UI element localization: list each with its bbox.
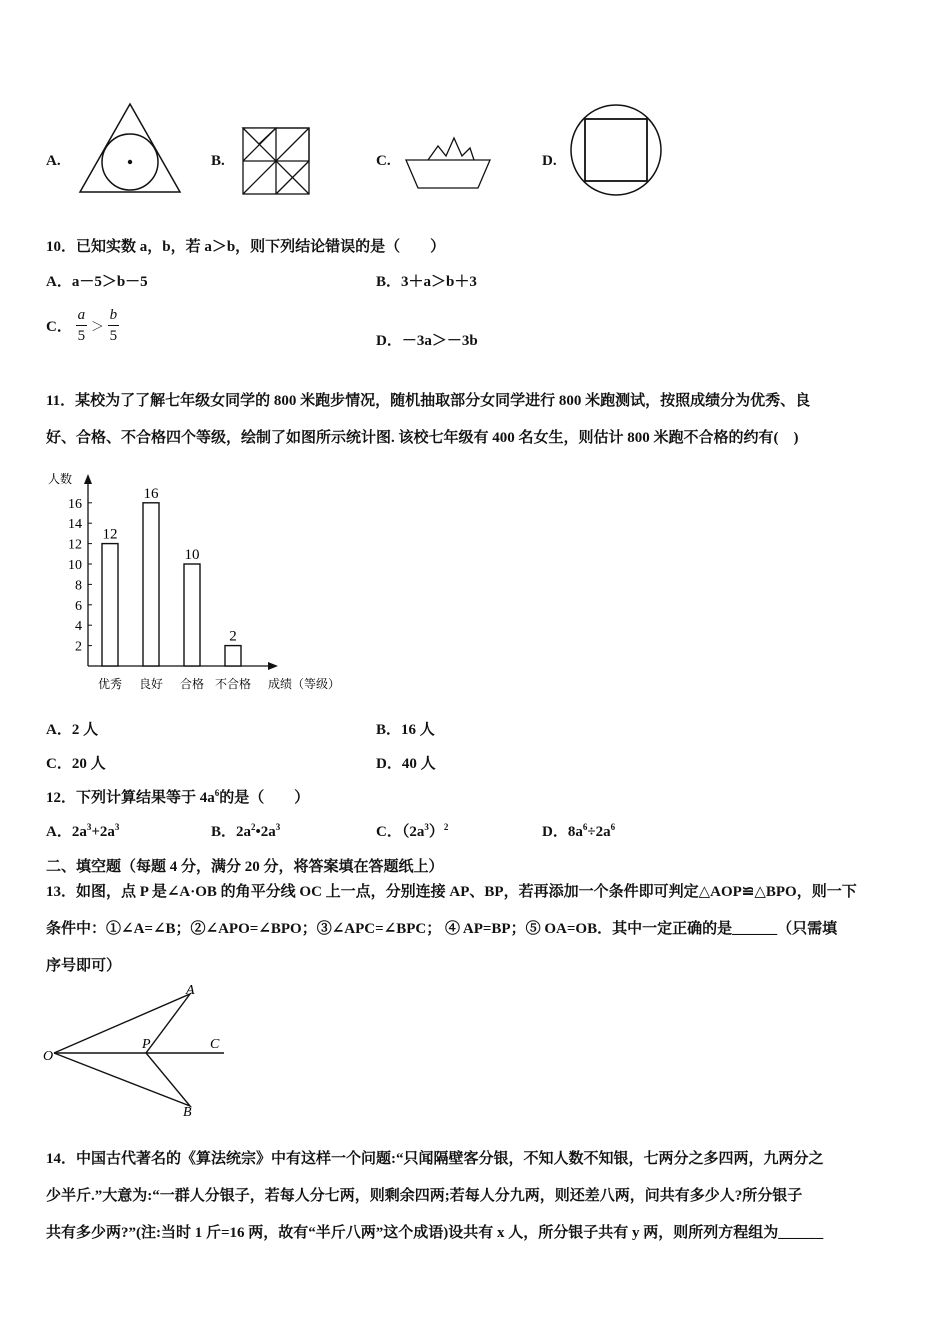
q14-line-1: 14．中国古代著名的《算法统宗》中有这样一个问题:“只闻隔壁客分银，不知人数不知银，七两分之多四两，九两分之 bbox=[46, 1151, 824, 1167]
q11-option-c: C．20 人 bbox=[46, 756, 106, 772]
q10-option-b: B．3＋a＞b＋3 bbox=[376, 274, 477, 290]
label-c: C bbox=[210, 1037, 220, 1052]
expr-part: •2a bbox=[255, 824, 276, 840]
bar-value-label: 12 bbox=[102, 526, 118, 543]
bar-2 bbox=[143, 503, 159, 666]
y-tick-label: 12 bbox=[68, 537, 82, 553]
q12-stem bbox=[46, 786, 309, 807]
fraction-denominator: 5 bbox=[109, 328, 118, 344]
bar-1 bbox=[102, 544, 118, 666]
superscript: 3 bbox=[424, 822, 429, 832]
q12-stem-text: 12．下列计算结果等于 4a bbox=[46, 790, 215, 806]
q12-option-b bbox=[211, 820, 280, 841]
comparison-sign: ＞ bbox=[90, 319, 104, 334]
bar-3 bbox=[184, 564, 200, 666]
expr-part: ÷2a bbox=[587, 824, 611, 840]
superscript: 3 bbox=[114, 822, 120, 832]
q14-line-2: 少半斤.”大意为:“一群人分银子，若每人分七两，则剩余四两;若每人分九两，则还差八两，问共有多少人?所分银子 bbox=[46, 1188, 803, 1204]
y-axis-label: 人数 bbox=[48, 472, 73, 486]
label-p: P bbox=[142, 1037, 151, 1052]
fraction-b-over-5 bbox=[108, 305, 120, 346]
y-tick-label: 2 bbox=[75, 639, 82, 655]
q11-option-a: A．2 人 bbox=[46, 722, 99, 738]
y-tick-label: 4 bbox=[75, 619, 82, 635]
q12-option-a bbox=[46, 820, 119, 841]
bar-value-label: 16 bbox=[143, 485, 159, 502]
circle-square-figure bbox=[568, 102, 664, 198]
q10-option-a: A．a－5＞b－5 bbox=[46, 274, 148, 290]
superscript: 2 bbox=[251, 822, 256, 832]
label-b: B bbox=[183, 1105, 192, 1120]
expr-part: B．2a bbox=[211, 824, 252, 840]
q14-line-3: 共有多少两?”(注:当时 1 斤=16 两，故有“半斤八两”这个成语)设共有 x 人，所分银子共有 y 两，则所列方程组为______ bbox=[46, 1225, 824, 1241]
boat-figure bbox=[404, 134, 492, 192]
q13-line-1: 13．如图，点 P 是∠A·OB 的角平分线 OC 上一点，分别连接 AP、BP，若再添加一个条件即可判定△AOP≌△BPO，则一下 bbox=[46, 884, 857, 900]
q10-option-c-letter: C． bbox=[46, 319, 72, 335]
fraction-a-over-5 bbox=[76, 305, 88, 346]
superscript: 3 bbox=[86, 822, 92, 832]
q12-option-c bbox=[376, 820, 448, 841]
expr-part: A．2a bbox=[46, 824, 87, 840]
q12-option-d bbox=[542, 820, 615, 841]
superscript: 6 bbox=[582, 822, 588, 832]
superscript: 6 bbox=[610, 822, 616, 832]
option-c-label: C. bbox=[376, 153, 391, 169]
fraction-denominator: 5 bbox=[77, 328, 86, 344]
q13-geometry-figure bbox=[40, 980, 230, 1120]
y-tick-label: 10 bbox=[68, 558, 82, 573]
q10-stem: 10．已知实数 a，b，若 a＞b，则下列结论错误的是（ ） bbox=[46, 239, 446, 255]
x-axis-label: 成绩（等级） bbox=[268, 677, 341, 691]
expr-part: D．8a bbox=[542, 824, 583, 840]
fraction-numerator: a bbox=[76, 305, 88, 326]
option-a-label: A. bbox=[46, 153, 61, 169]
expr-part: C．（2a bbox=[376, 824, 425, 840]
option-b-label: B. bbox=[211, 153, 225, 169]
q11-line-1: 11．某校为了了解七年级女同学的 800 米跑步情况，随机抽取部分女同学进行 800 米跑测试，按照成绩分为优秀、良 bbox=[46, 393, 811, 409]
expr-part: ） bbox=[428, 824, 444, 840]
x-axis-arrow bbox=[268, 662, 278, 670]
q10-option-d: D．－3a＞－3b bbox=[376, 333, 478, 349]
q11-line-2: 好、合格、不合格四个等级，绘制了如图所示统计图. 该校七年级有 400 名女生，则估计 800 米跑不合格的约有( ) bbox=[46, 430, 799, 446]
bar-value-label: 10 bbox=[184, 547, 200, 563]
y-tick-label: 6 bbox=[75, 598, 82, 614]
x-category-label: 合格 bbox=[179, 677, 205, 691]
y-axis-arrow bbox=[84, 474, 92, 484]
superscript: 6 bbox=[214, 788, 220, 798]
bar-4 bbox=[225, 646, 241, 666]
option-d-label: D. bbox=[542, 153, 557, 169]
q11-option-b: B．16 人 bbox=[376, 722, 435, 738]
section-2-heading: 二、填空题（每题 4 分，满分 20 分，将答案填在答题纸上） bbox=[46, 859, 444, 875]
x-category-label: 良好 bbox=[138, 677, 164, 691]
bar-value-label: 2 bbox=[229, 628, 237, 645]
superscript: 2 bbox=[443, 822, 449, 832]
x-category-label: 不合格 bbox=[214, 677, 252, 691]
q13-line-2: 条件中：①∠A=∠B；②∠APO=∠BPO；③∠APC=∠BPC； ④ AP=BP；⑤ OA=OB．其中一定正确的是______（只需填 bbox=[46, 921, 838, 937]
superscript: 3 bbox=[275, 822, 281, 832]
y-tick-label: 14 bbox=[68, 517, 82, 533]
expr-part: +2a bbox=[91, 824, 115, 840]
label-a: A bbox=[186, 983, 195, 998]
bar-chart bbox=[40, 466, 360, 696]
x-category-label: 优秀 bbox=[97, 677, 123, 691]
label-o: O bbox=[43, 1049, 54, 1064]
triangle-circle-figure bbox=[76, 100, 184, 196]
y-tick-label: 8 bbox=[75, 578, 82, 594]
q10-option-c bbox=[46, 305, 119, 346]
fraction-numerator: b bbox=[108, 305, 120, 326]
q11-option-d: D．40 人 bbox=[376, 756, 436, 772]
q12-stem-tail: 的是（ ） bbox=[219, 790, 310, 806]
y-tick-label: 16 bbox=[68, 496, 82, 512]
q13-line-3: 序号即可） bbox=[46, 958, 122, 974]
pinwheel-figure bbox=[241, 126, 313, 198]
